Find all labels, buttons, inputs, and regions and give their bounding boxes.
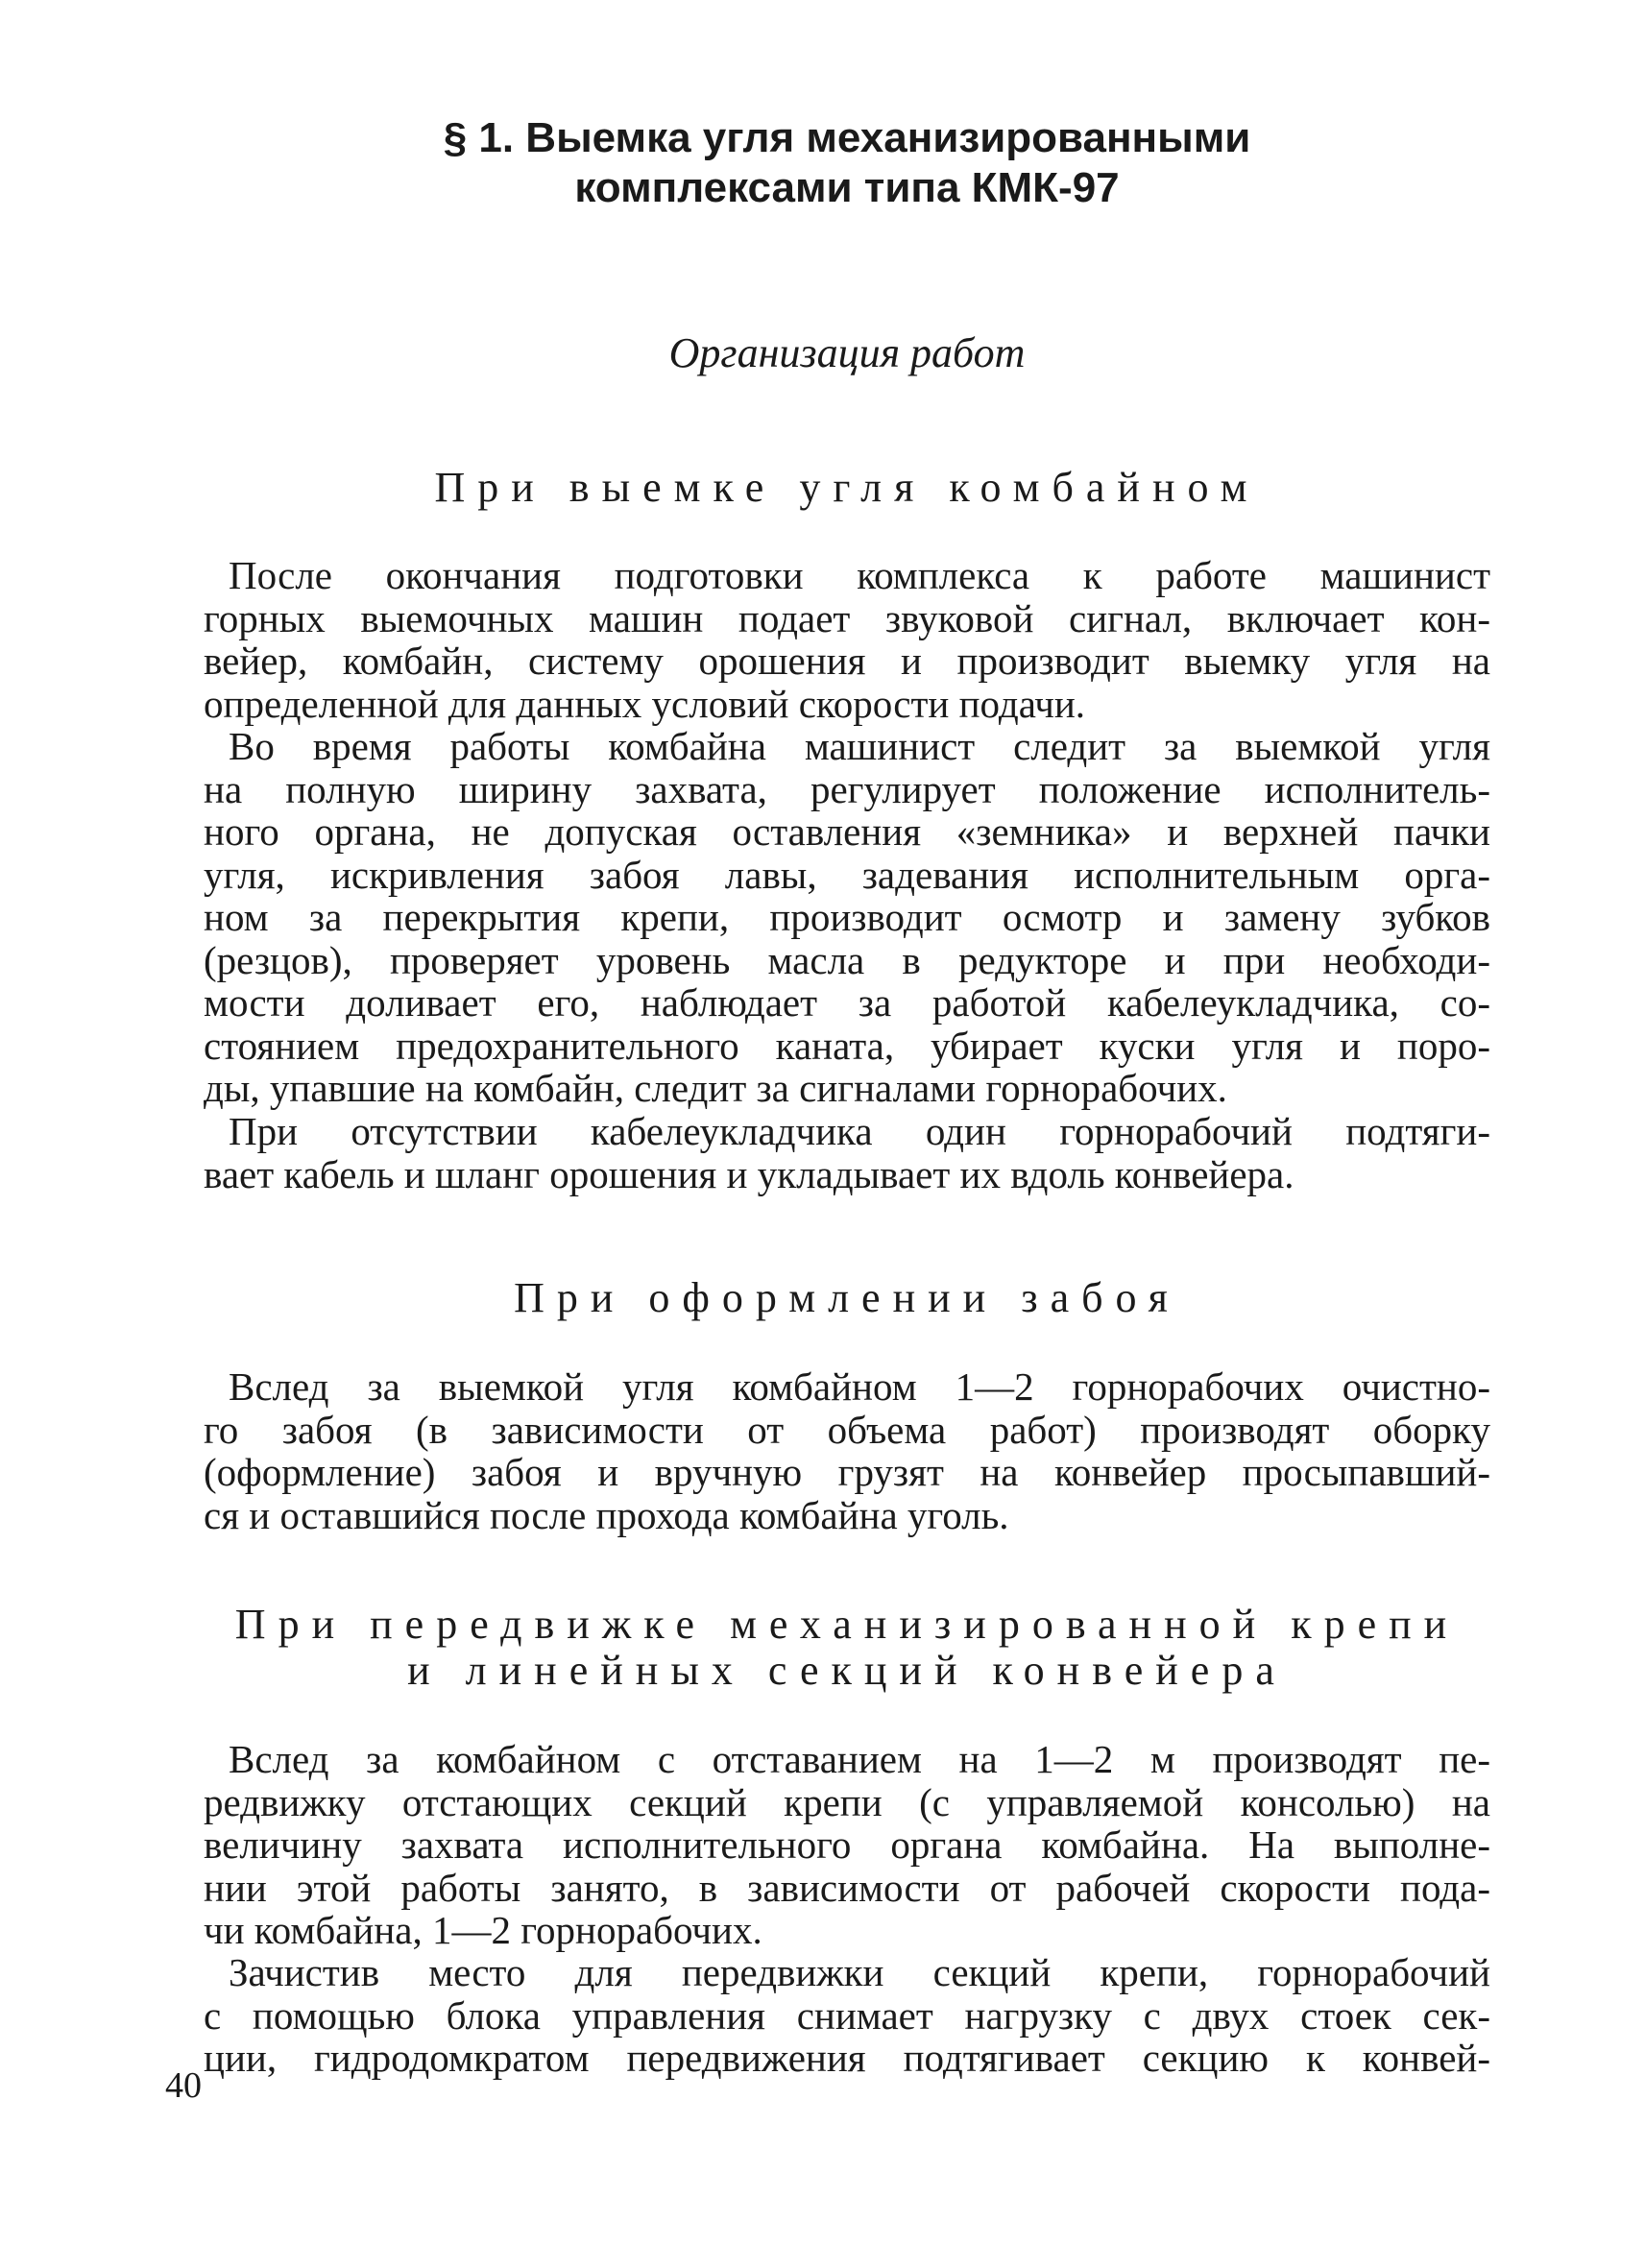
subsection-title: Организация работ (668, 329, 1026, 376)
paragraph-2 (204, 725, 1490, 1110)
text-line: стоянием предохранительного каната, убирает куски угля и поро- (204, 1023, 1490, 1068)
text-line: определенной для данных условий скорости подачи. (204, 681, 1086, 726)
text-line: вейер, комбайн, систему орошения и производит выемку угля на (204, 639, 1490, 683)
paragraph-6 (204, 1951, 1490, 2080)
text-line: ного органа, не допуская оставления «земника» и верхней пачки (204, 809, 1490, 854)
heading-support-advance (204, 1602, 1490, 1694)
text-line: чи комбайна, 1—2 горнорабочих. (204, 1908, 762, 1952)
section-title-line: комплексами типа КМК-97 (574, 164, 1120, 211)
paragraph-3 (204, 1110, 1490, 1195)
paragraph-4 (204, 1365, 1490, 1536)
text-line: горных выемочных машин подает звуковой сигнал, включает кон- (204, 595, 1490, 640)
text-line: вает кабель и шланг орошения и укладывает их вдоль конвейера. (204, 1151, 1294, 1196)
text-line: При отсутствии кабелеукладчика один горнорабочий подтяги- (229, 1109, 1490, 1153)
paragraph-5 (204, 1738, 1490, 1952)
heading-combine-extraction: При выемке угля комбайном (434, 464, 1260, 511)
paragraph-1 (204, 554, 1490, 725)
text-line: редвижку отстающих секций крепи (с управляемой консолью) на (204, 1779, 1490, 1824)
text-line: ды, упавшие на комбайн, следит за сигналами горнорабочих. (204, 1066, 1227, 1110)
text-line: угля, искривления забоя лавы, задевания исполнительным орга- (204, 852, 1490, 897)
text-line: ном за перекрытия крепи, производит осмотр и замену зубков (204, 895, 1490, 939)
text-line: (оформление) забоя и вручную грузят на конвейер просыпавший- (204, 1450, 1490, 1494)
text-line: После окончания подготовки комплекса к работе машинист (229, 553, 1490, 597)
text-line: ции, гидродомкратом передвижения подтягивает секцию к конвей- (204, 2036, 1490, 2080)
text-line: Вслед за комбайном с отставанием на 1—2 м производят пе- (229, 1737, 1490, 1781)
heading-line: При передвижке механизированной крепи (234, 1601, 1460, 1648)
heading-line: и линейных секций конвейера (407, 1647, 1287, 1694)
text-line: Вслед за выемкой угля комбайном 1—2 горнорабочих очистно- (229, 1364, 1490, 1409)
heading-face-finishing: При оформлении забоя (514, 1274, 1180, 1321)
section-title (204, 113, 1490, 213)
text-line: ся и оставшийся после прохода комбайна уголь. (204, 1492, 1009, 1537)
text-line: (резцов), проверяет уровень масла в редукторе и при необходи- (204, 937, 1490, 982)
text-line: на полную ширину захвата, регулирует положение исполнитель- (204, 766, 1490, 811)
text-line: Зачистив место для передвижки секций крепи, горнорабочий (229, 1950, 1490, 1994)
text-line: го забоя (в зависимости от объема работ) производят оборку (204, 1407, 1490, 1452)
page-number: 40 (165, 2065, 202, 2106)
text-line: величину захвата исполнительного органа комбайна. На выполне- (204, 1822, 1490, 1867)
text-line: Во время работы комбайна машинист следит за выемкой угля (229, 724, 1490, 768)
text-line: мости доливает его, наблюдает за работой кабелеукладчика, со- (204, 980, 1490, 1025)
text-line: с помощью блока управления снимает нагрузку с двух стоек сек- (204, 1992, 1490, 2038)
section-title-line: § 1. Выемка угля механизированными (443, 114, 1251, 161)
text-line: нии этой работы занято, в зависимости от рабочей скорости пода- (204, 1865, 1490, 1910)
